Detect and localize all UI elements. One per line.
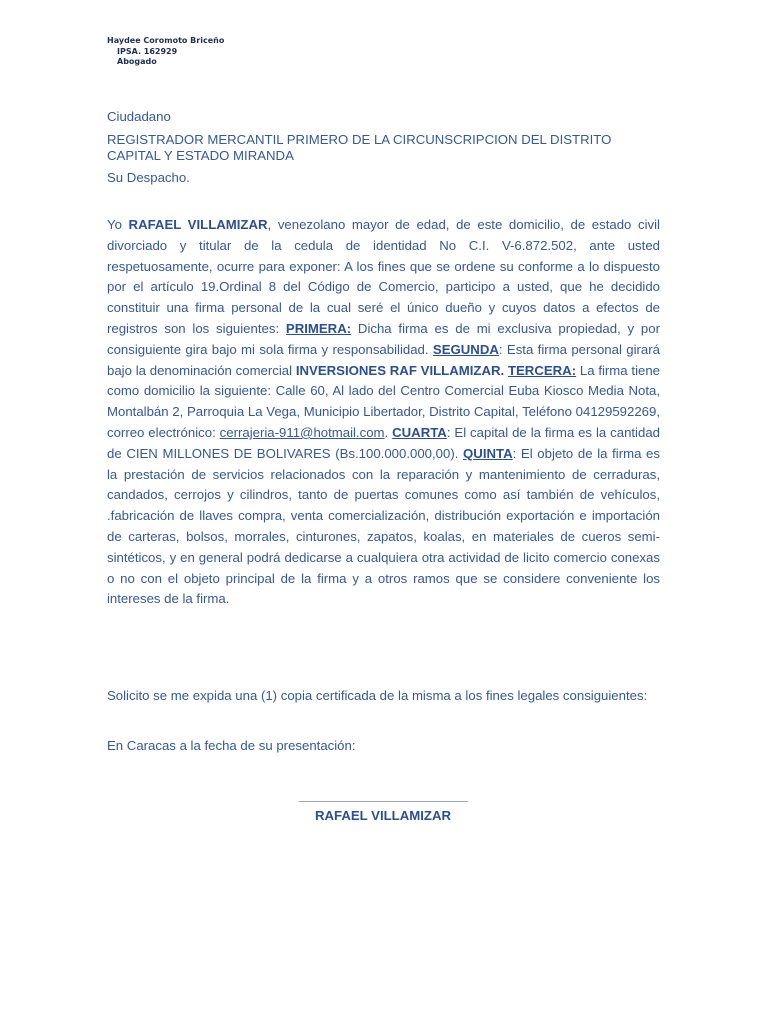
signature-name: RAFAEL VILLAMIZAR xyxy=(314,808,452,823)
t8: : El capital de la firma es la cantidad de CIEN MILLONES DE BOLIVARES (Bs.100.000.000,00). xyxy=(107,424,660,461)
address-block xyxy=(107,109,659,125)
letterhead xyxy=(107,36,224,68)
lawyer-ipsa: IPSA. 162929 xyxy=(117,46,178,56)
lawyer-title: Abogado xyxy=(117,57,157,66)
clause-quinta: QUINTA xyxy=(463,445,513,461)
clause-tercera: TERCERA: xyxy=(507,362,577,378)
closing-paragraph: En Caracas a la fecha de su presentación: xyxy=(107,738,356,753)
clause-segunda: SEGUNDA xyxy=(432,341,499,357)
t2: , venezolano mayor de edad, de este domicilio, de estado civil divorciado y titular de la cedula de identidad No C.I. V-6.872.502, ante usted respetuosamente, ocurre para exponer: A los fines que se ordene su conforme a lo dispuesto por el artículo 19.Ordinal 8 del Código de Comercio, participo a usted, que he decidido constituir una firma personal de la cual seré el único dueño y cuyos datos a efectos de registros son los siguientes: xyxy=(107,217,660,336)
applicant-name: RAFAEL VILLAMIZAR xyxy=(128,217,268,232)
t3: Dicha firma es de mi exclusiva propiedad, y por consiguiente gira bajo mi sola firma y responsabilidad. xyxy=(107,320,660,357)
signature-line: _________________________ xyxy=(298,788,468,803)
company-name: INVERSIONES RAF VILLAMIZAR. xyxy=(295,362,505,378)
recipient-block xyxy=(107,132,659,164)
despacho-block xyxy=(107,170,659,186)
clause-primera: PRIMERA: xyxy=(285,320,352,336)
main-paragraph xyxy=(107,215,660,610)
t9: : El objeto de la firma es la prestación de servicios relacionados con la reparación y mantenimiento de cerraduras, candados, cerrojos y cilindros, tanto de puertas comunes como así también de vehículos, .fabricación de llaves compra, venta comercialización, distribución exportación e importación de carteras, bolsos, morrales, cinturones, zapatos, koalas, en materiales de cueros semi- sintéticos, y en general podrá dedicarse a cualquiera otra actividad de licito comercio conexas o no con el objeto principal de la firma y a otros ramos que se considere conveniente los intereses de la firma. xyxy=(107,445,660,607)
despacho: Su Despacho. xyxy=(107,170,190,185)
t4: : Esta firma personal girará bajo la denominación comercial xyxy=(107,341,660,378)
request-paragraph: Solicito se me expida una (1) copia certificada de la misma a los fines legales consiguientes: xyxy=(107,688,648,703)
clause-cuarta: CUARTA xyxy=(392,424,447,440)
t1: Yo xyxy=(107,217,129,232)
email-link[interactable]: cerrajeria-911@hotmail.com xyxy=(219,424,385,440)
lawyer-name: Haydee Coromoto Briceño xyxy=(107,36,225,45)
t6: La firma tiene como domicilio la siguiente: Calle 60, Al lado del Centro Comercial Euba Kiosco Media Nota, Montalbán 2, Parroquia La Vega, Municipio Libertador, Distrito Capital, Teléfono 04129592269, correo electrónico: xyxy=(107,362,660,440)
recipient: REGISTRADOR MERCANTIL PRIMERO DE LA CIRCUNSCRIPCION DEL DISTRITO CAPITAL Y ESTADO MIRANDA xyxy=(107,132,612,163)
t7: . xyxy=(384,424,393,440)
salutation: Ciudadano xyxy=(107,109,171,124)
